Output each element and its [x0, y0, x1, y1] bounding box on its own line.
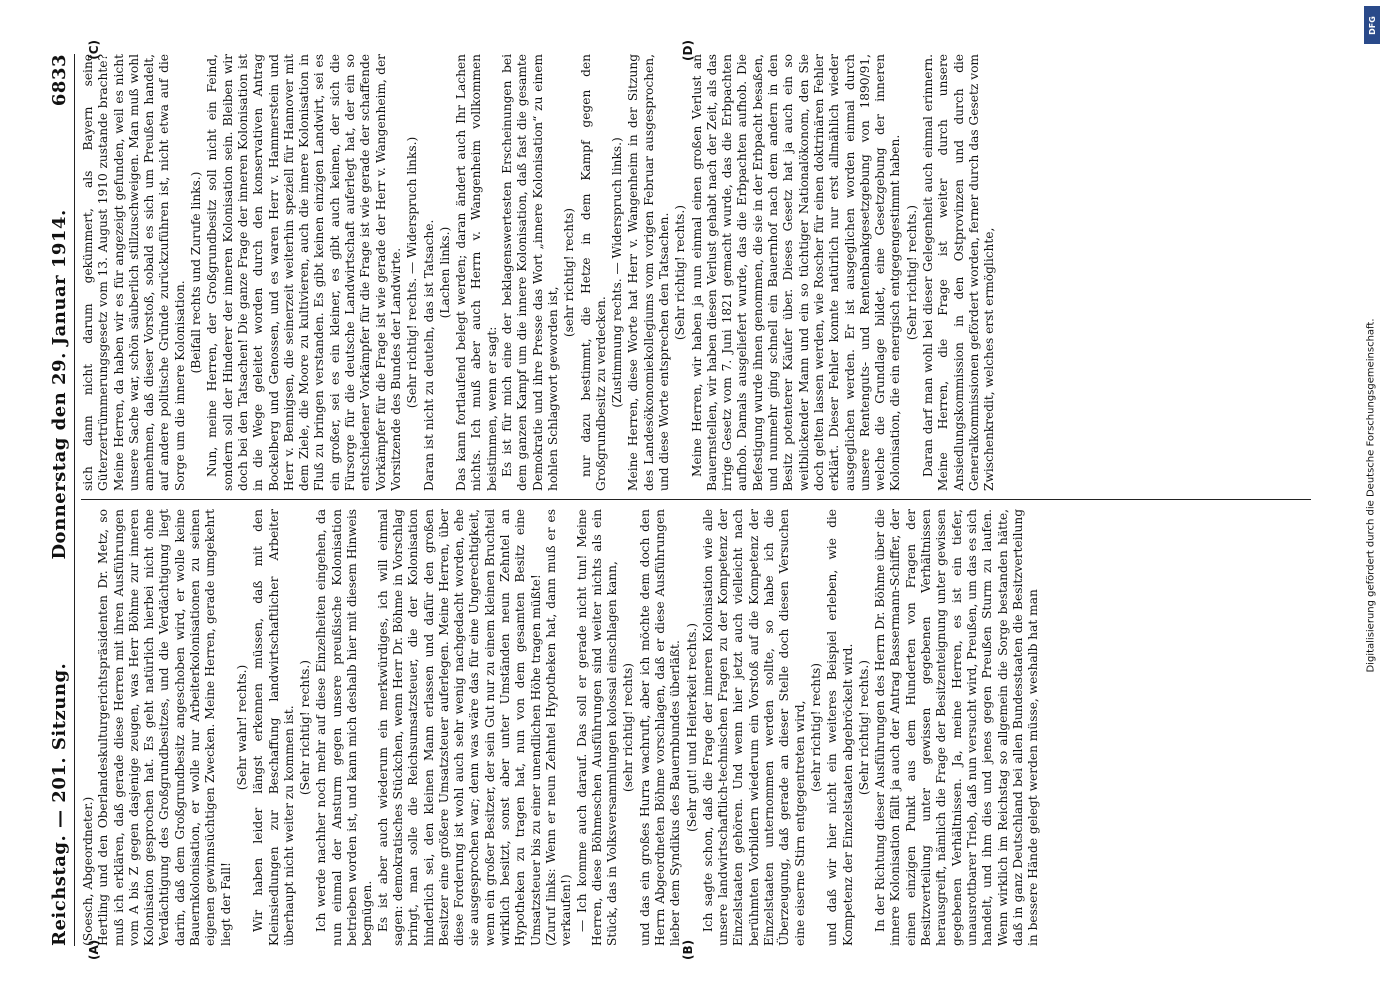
- paragraph: Daran darf man wohl bei dieser Gelegenheit auch einmal erinnern. Meine Herren, die Frage ist weiter durch unsere Ansiedlungskommission in den Ostprovinzen und durch die Generalkommissionen gefördert worden, ferner durch das Gesetz vom Zwischenkredit, welches erst ermöglichte,: [921, 54, 997, 491]
- paragraph: und daß wir hier nicht ein weiteres Beispiel erleben, wie die Kompetenz der Einzelstaaten abgebröckelt wird.: [825, 509, 855, 946]
- margin-mark-b: (B): [681, 939, 695, 960]
- paragraph: Meine Herren, diese Worte hat Herr v. Wangenheim in der Sitzung des Landesökonomiekollegiums vom vorigen Februar ausgesprochen, und diese Worte entsprechen den Tatsachen.: [626, 54, 671, 491]
- digitization-note: [1361, 180, 1379, 820]
- interjection: (sehr richtig! rechts): [808, 662, 823, 793]
- paragraph: Daran ist nicht zu deuteln, das ist Tatsache.: [421, 219, 436, 491]
- interjection: (Zustimmung rechts. — Widerspruch links.): [610, 137, 625, 408]
- paragraph: nur dazu bestimmt, die Hetze in dem Kampf gegen den Großgrundbesitz zu verdecken.: [578, 54, 608, 491]
- paragraph: Es ist für mich eine der beklagenswertesten Erscheinungen bei dem ganzen Kampf um die innere Kolonisation, daß fast die gesamte Demokratie und ihre Presse das Wort „innere Kolonisation“ zu einem hohlen Schlagwort geworden ist,: [500, 54, 560, 491]
- header-center: Donnerstag den 29. Januar 1914.: [49, 209, 70, 560]
- paragraph: Es ist aber auch wiederum ein merkwürdiges, ich will einmal sagen: demokratisches Stückchen, wenn Herr Dr. Böhme in Vorschlag bringt, man solle die Reichsumsatzsteuer, die der Kolonisation hinderlich sei, den kleinen Mann erlassen und dafür den großen Besitzer eine größere Umsatzsteuer auferlegen. Meine Herren, über diese Forderung ist wohl auch sehr wenig nachgedacht worden, ehe sie ausgesprochen war; denn was wäre das für eine Ungerechtigkeit, wenn ein großer Besitzer, der sein Gut nur zu einem kleinen Bruchteil wirklich besitzt, sonst aber unter Umständen neun Zehntel an Hypotheken zu tragen hat, nun von dem gesamten Besitz eine Umsatzsteuer bis zu einer unendlichen Höhe tragen müßte!: [375, 509, 543, 946]
- paragraph: und das ein großes Hurra wachruft, aber ich möchte dem doch den Herrn Abgeordneten Böhme vorschlagen, daß er diese Ausführungen lieber dem Syndikus des Bauernbundes überläßt.: [637, 509, 683, 946]
- margin-mark-d: (D): [681, 40, 695, 61]
- page-header: [49, 54, 75, 946]
- interjection: (sehr richtig! rechts): [621, 662, 636, 793]
- margin-mark-a: (A): [87, 939, 101, 960]
- interjection: (Sehr gut! und Heiterkeit rechts.): [684, 623, 699, 832]
- paragraph: Wir haben leider längst erkennen müssen, daß mit den Kleinsiedlungen zur Beschaffung landwirtschaftlicher Arbeiter überhaupt nicht weiter zu kommen ist.: [251, 509, 296, 946]
- interjection: (Sehr richtig! rechts.): [904, 204, 919, 341]
- paragraph: (Soesch, Abgeordneter.): [81, 796, 95, 946]
- dfg-logo-text: DFG: [1367, 15, 1377, 35]
- interjection: (Sehr wahr! rechts.): [234, 664, 249, 791]
- paragraph: sich dann nicht darum gekümmert, als Bayern seine Güterzertrümmerungsgesetz vom 13. August 1910 zustande brachte? Meine Herren, da haben wir es für angezeigt gefunden, weil es nicht unsere Sache war, schön säuberlich stillzuschweigen. Man muß wohl annehmen, daß dieser Vorstoß, sobald es sich um Preußen handelt, auf andere politische Gründe zurückzuführen ist, nicht etwa auf die Sorge um die innere Kolonisation.: [81, 54, 187, 491]
- document-page: [41, 40, 1341, 960]
- paragraph: Meine Herren, wir haben ja nun einmal einen großen Verlust an Bauernstellen, wir haben diesen Verlust gehabt nach der Zeit, als das irrige Gesetz vom 7. Juni 1821 gemacht wurde, das die Erbpachten aufhob. Damals ausgeliefert wurde, das die Erbpachten aufhob. Die Befestigung wurde ihnen genommen, die sie in der Erbpacht besaßen, und nunmehr ging schnell ein Bauernhof nach dem andern in den Besitz potenterer Käufer über. Dieses Gesetz hat ja auch ein so weitblickender Mann und ein so tüchtiger Nationalökonom, den Sie doch gelten lassen werden, wie Roscher für einen doktrinären Fehler erklärt. Dieser Fehler konnte natürlich nur erst allmählich wieder ausgeglichen werden. Er ist ausgeglichen worden einmal durch unsere Rentenguts- und Rentenbankgesetzgebung von 1890/91, welche die Grundlage bildet, eine Gesetzgebung der inneren Kolonisation, die ein energisch entgegengestimmt haben.: [689, 54, 903, 491]
- paragraph: Nun, meine Herren, der Großgrundbesitz soll nicht ein Feind, sondern soll der Hinderer der inneren Kolonisation sein. Bleiben wir doch bei den Tatsachen! Die ganze Frage der inneren Kolonisation ist in die Wege geleitet worden durch den konservativen Antrag Bockelberg und Genossen, und es waren Herr v. Hammerstein und Herr v. Bennigsen, die seinerzeit weiterhin speziell für Hannover mit dem Ziele, die Moore zu kultivieren, auch die innere Kolonisation in Fluß zu bringen verstanden. Es gibt keinen einzigen Landwirt, sei es ein großer, sei es ein kleiner, es gibt auch keinen, der sich die Fürsorge für die deutsche Landwirtschaft auferlegt hat, der ein so entschiedener Vorkämpfer für die Frage ist wie gerade der schaffende Vorkämpfer für die Frage ist wie gerade der Herr v. Wangenheim, der Vorsitzende des Bundes der Landwirte.: [205, 54, 403, 491]
- interjection: (sehr richtig! rechts): [562, 207, 577, 338]
- right-column: [81, 54, 1311, 491]
- digitization-note-text: Digitalisierung gefördert durch die Deutsche Forschungsgemeinschaft.: [1365, 318, 1377, 673]
- column-divider: [81, 499, 1311, 500]
- page-number: 6833: [49, 54, 70, 107]
- paragraph: In der Richtung dieser Ausführungen des Herrn Dr. Böhme über die innere Kolonisation fällt ja auch der Antrag Bassermann-Schiffer, der einen einzigen Punkt aus dem Hunderten von Fragen der Besitzverteilung unter gewissen gegebenen Verhältnissen herausgreift, nämlich die Frage der Besitzenteignung unter gewissen gegebenen Verhältnissen. Ja, meine Herren, es ist ein tiefer, unausrottbarer Trieb, daß nun versucht wird, Preußen, um das es sich handelt, und ihm dies und jenes gegen Preußen Sturm zu laufen. Wenn wirklich im Reichstag so allgemein die Sorge bestanden hätte, daß in ganz Deutschland bei allen Bundesstaaten die Besitzverteilung in bessere Hände gelegt werden müsse, weshalb hat man: [873, 509, 1041, 946]
- paragraph: Ich werde nachher noch mehr auf diese Einzelheiten eingehen, da nun einmal der Ansturm gegen unsere preußische Kolonisation betrieben worden ist, und kann mich deshalb hier mit diesem Hinweis begnügen.: [314, 509, 375, 946]
- interjection: (Lachen links.): [437, 226, 452, 319]
- header-left: Reichstag. — 201. Sitzung.: [49, 662, 70, 946]
- paragraph: Hertling und den Oberlandeskulturgerichtspräsidenten Dr. Metz, so muß ich erklären, daß gerade diese Herren mit ihren Ausführungen vom A bis Z gegen dasjenige zeugen, was Herr Böhme zur inneren Kolonisation gesprochen hat. Es geht natürlich hierbei nicht ohne Verdächtigung des Großgrundbesitzes, und die Verdächtigung liegt darin, daß dem Großgrundbesitz angeschoben wird, er wolle keine Bauernkolonisation, er wolle nur Arbeiterkolonisationen zu seinen eigenen gewinnsüchtigen Zwecken. Meine Herren, gerade umgekehrt liegt der Fall!: [96, 509, 233, 946]
- paragraph: (Zuruf links: Wenn er neun Zehntel Hypotheken hat, dann muß er es verkaufen!): [543, 509, 574, 946]
- text-columns: [81, 40, 1311, 960]
- paragraph: Ich sagte schon, daß die Frage der inneren Kolonisation wie alle unsere landwirtschaftlich-technischen Fragen zu der Kompetenz der Einzelstaaten gehören. Und wenn hier jetzt auch vielleicht nach berühmten Vorbildern wiederum ein Vorstoß auf die Kompetenz der Einzelstaaten unternommen werden sollte, so habe ich die Überzeugung, daß gerade an dieser Stelle doch diesen Versuchen eine eiserne Stirn entgegentreten wird,: [700, 509, 807, 946]
- dfg-logo: [1364, 6, 1380, 44]
- paragraph: Das kann fortlaufend belegt werden; daran ändert auch Ihr Lachen nichts. Ich muß aber auch Herrn v. Wangenheim vollkommen beistimmen, wenn er sagt:: [454, 54, 499, 491]
- interjection: (Sehr richtig! rechts.): [673, 204, 688, 341]
- interjection: (Sehr richtig! rechts.): [298, 659, 313, 796]
- interjection: (Sehr richtig! rechts.): [856, 659, 871, 796]
- interjection: (Beifall rechts und Zurufe links.): [189, 171, 204, 374]
- left-column: [81, 509, 1311, 946]
- margin-mark-c: (C): [87, 40, 101, 60]
- interjection: (Sehr richtig! rechts. — Widerspruch links.): [405, 136, 420, 409]
- paragraph: — Ich komme auch darauf. Das soll er gerade nicht tun! Meine Herren, diese Böhmeschen Ausführungen sind weiter nichts als ein Stück, das in Volksversammlungen kolossal einschlagen kann,: [574, 509, 620, 946]
